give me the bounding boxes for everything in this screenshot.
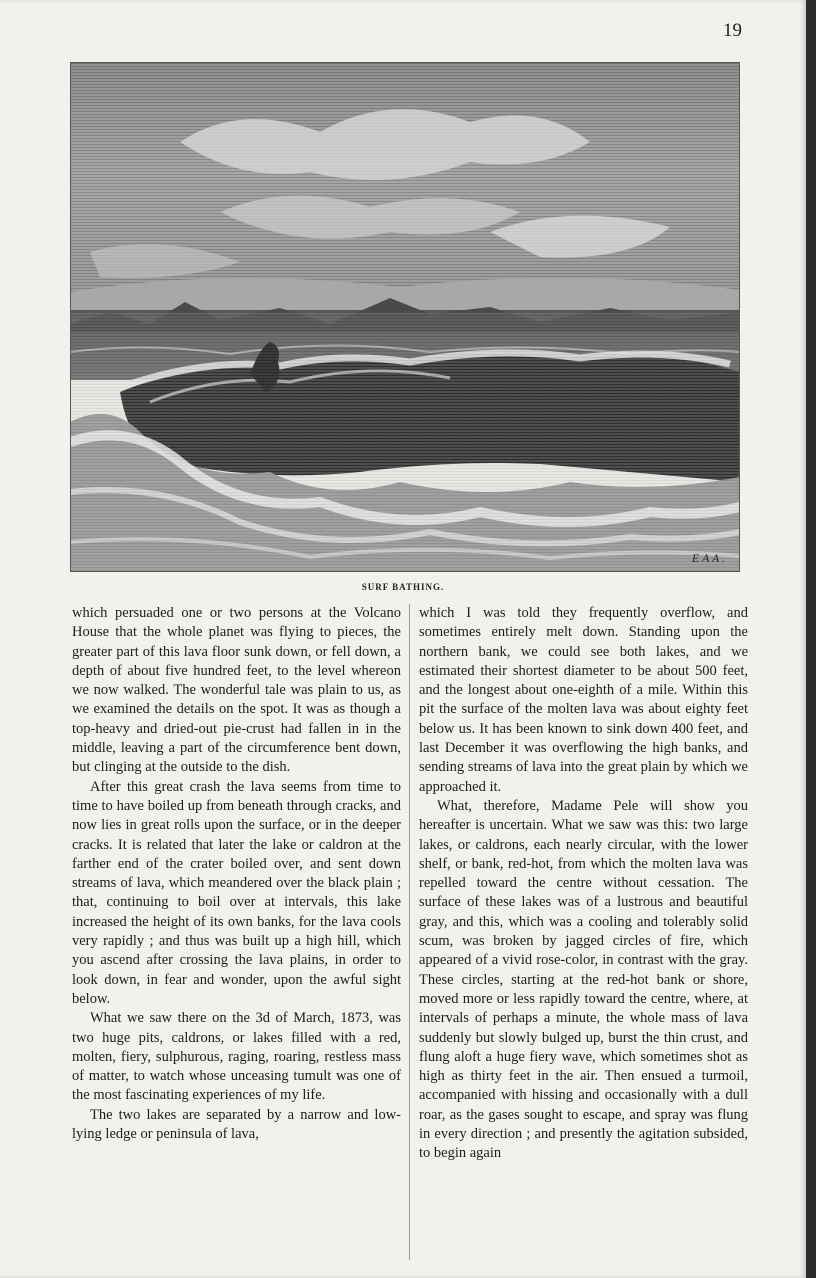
paragraph: After this great crash the lava seems from time to time to have boiled up from beneath through cracks, and now lies in great rolls upon the surface, or in the deeper cracks. It is related that later the lake or caldron at the farther end of the crater boiled over, and sent down streams of lava, which meandered over the black plain ; that, continuing to boil over at intervals, this lake increased the height of its own banks, for the lava cools very rapidly ; and thus was built up a high hill, which you ascend after crossing the lava plains, in order to look down, in fear and wonder, upon the awful sight below. <box>72 778 401 1007</box>
surf-bathing-engraving <box>70 62 740 572</box>
engraver-signature: E A A . <box>691 551 725 565</box>
page-number: 19 <box>723 20 742 41</box>
right-column <box>410 604 748 1260</box>
paragraph: What, therefore, Madame Pele will show you hereafter is uncertain. What we saw was this: two large lakes, or caldrons, each nearly circular, with the lower shelf, or bank, red-hot, from which the molten lava was repelled toward the centre without cessation. The surface of these lakes was of a lustrous and beautiful gray, and this, which was a cooling and tolerably solid scum, was broken by jagged circles of fire, which appeared of a vivid rose-color, in contrast with the gray. These circles, starting at the red-hot bank or shore, moved more or less rapidly toward the centre, where, at intervals of perhaps a minute, the whole mass of lava suddenly but slowly bulged up, burst the thin crust, and flung aloft a huge fiery wave, which sometimes shot as high as thirty feet in the air. Then ensued a turmoil, accompanied with hissing and occasionally with a dull roar, as the gases sought to escape, and spray was flung in every direction ; and presently the agitation subsided, to begin again <box>419 797 748 1162</box>
left-column <box>72 604 410 1260</box>
paragraph: which I was told they frequently overflow, and sometimes entirely melt down. Standing upon the northern bank, we could see both lakes, and we estimated their shortest diameter to be about 500 feet, and the longest about one-eighth of a mile. Within this pit the surface of the molten lava was about eighty feet below us. It has been known to sink down 400 feet, and last December it was overflowing the high banks, and sending streams of lava into the great plain by which we approached it. <box>419 605 748 795</box>
illustration-caption: SURF BATHING. <box>361 582 445 592</box>
text-columns <box>72 604 750 1260</box>
paragraph: which persuaded one or two persons at the Volcano House that the whole planet was flying to pieces, the greater part of this lava floor sunk down, or fell down, a depth of about five hundred feet, to the level whereon we now walked. The wonderful tale was plain to us, as we examined the details on the spot. It was as though a top-heavy and dried-out pie-crust had fallen in in the middle, leaving a part of the circumference bent down, but clinging at the outside to the dish. <box>72 605 401 776</box>
paragraph: The two lakes are separated by a narrow and low-lying ledge or peninsula of lava, <box>72 1106 401 1143</box>
paragraph: What we saw there on the 3d of March, 1873, was two huge pits, caldrons, or lakes filled with a red, molten, fiery, sulphurous, raging, roaring, restless mass of matter, to watch whose unceasing tumult was one of the most fascinating experiences of my life. <box>72 1010 401 1104</box>
